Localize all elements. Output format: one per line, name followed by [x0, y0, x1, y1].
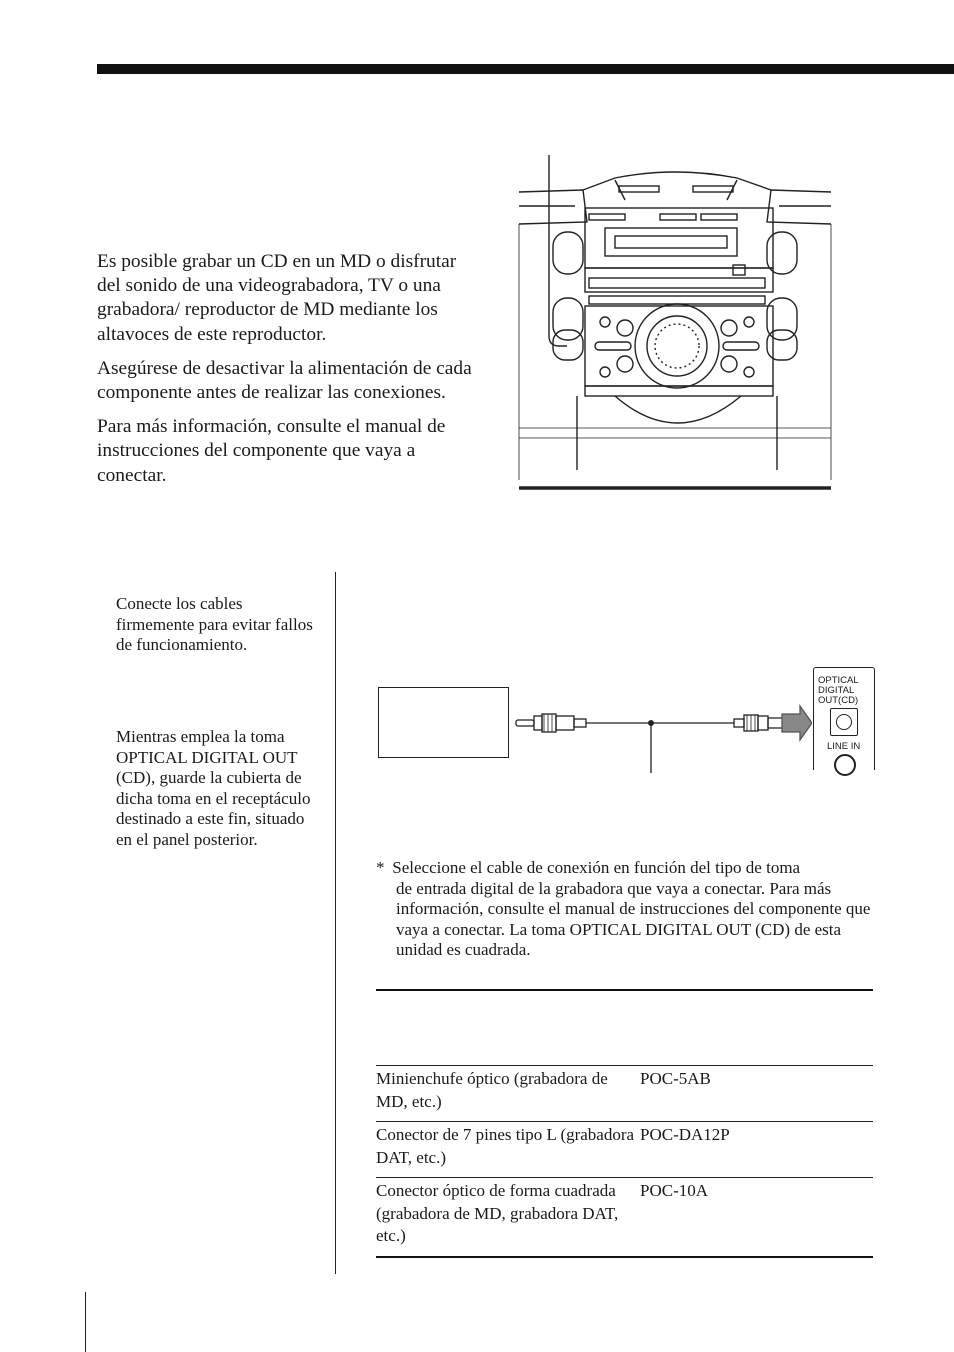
footnote-marker: * — [376, 858, 385, 877]
column-divider — [335, 572, 336, 1274]
leader-line — [549, 155, 567, 346]
cable-model-cell: POC-DA12P — [640, 1122, 873, 1178]
note-jack-cover: Mientras emplea la toma OPTICAL DIGITAL OUT (CD), guarde la cubierta de dicha toma en el receptáculo destinado a este fin, situado en el panel posterior. — [116, 727, 311, 849]
jack-type-cell: Minienchufe óptico (grabadora de MD, etc.) — [376, 1069, 608, 1111]
external-recorder-box — [378, 687, 509, 758]
optical-out-label — [818, 676, 859, 706]
optical-label-line-2: DIGITAL — [818, 685, 855, 696]
note-connect-firmly: Conecte los cables firmemente para evitar fallos de funcionamiento. — [116, 594, 313, 655]
optical-label-line-1: OPTICAL — [818, 675, 859, 686]
rear-panel-jacks — [813, 667, 875, 770]
table-row — [376, 1122, 873, 1178]
top-rule — [97, 64, 954, 74]
line-in-jack[interactable] — [834, 754, 856, 776]
optical-label-line-3: OUT(CD) — [818, 695, 859, 706]
optical-digital-out-jack[interactable] — [830, 708, 858, 736]
mini-plug-tip — [516, 720, 534, 726]
stereo-unit-illustration — [515, 150, 835, 495]
jack-type-cell: Conector de 7 pines tipo L (grabadora DAT, etc.) — [376, 1122, 640, 1178]
cable-footnote — [376, 858, 872, 961]
table-row — [376, 1178, 873, 1257]
footer-margin-rule — [85, 1292, 86, 1352]
cable-model-cell: POC-5AB — [640, 1069, 711, 1088]
cable-model-cell: POC-10A — [640, 1178, 873, 1257]
footnote-text-first: Seleccione el cable de conexión en función del tipo de toma — [392, 858, 801, 877]
optical-cable-diagram — [512, 700, 812, 780]
jack-type-cell: Conector óptico de forma cuadrada (grabadora de MD, grabadora DAT, etc.) — [376, 1178, 640, 1257]
intro-paragraph-1: Es posible grabar un CD en un MD o disfrutar del sonido de una videograbadora, TV o una grabadora/ reproductor de MD mediante los altavoces de este reproductor. — [97, 251, 457, 345]
table-row — [376, 1066, 873, 1122]
footnote-text-rest: de entrada digital de la grabadora que vaya a conectar. Para más información, consulte el manual de instrucciones del componente que vaya a conectar. La toma OPTICAL DIGITAL OUT (CD) de esta unidad es cuadrada. — [396, 878, 871, 960]
intro-paragraph-2: Asegúrese de desactivar la alimentación de cada componente antes de realizar las conexiones. — [97, 357, 472, 404]
line-in-label: LINE IN — [827, 741, 861, 752]
insert-arrow-icon — [782, 706, 812, 740]
cable-table — [376, 1065, 873, 1258]
intro-text — [97, 250, 477, 498]
table-top-rule — [376, 989, 873, 991]
intro-paragraph-3: Para más información, consulte el manual de instrucciones del componente que vaya a conectar. — [97, 416, 446, 486]
